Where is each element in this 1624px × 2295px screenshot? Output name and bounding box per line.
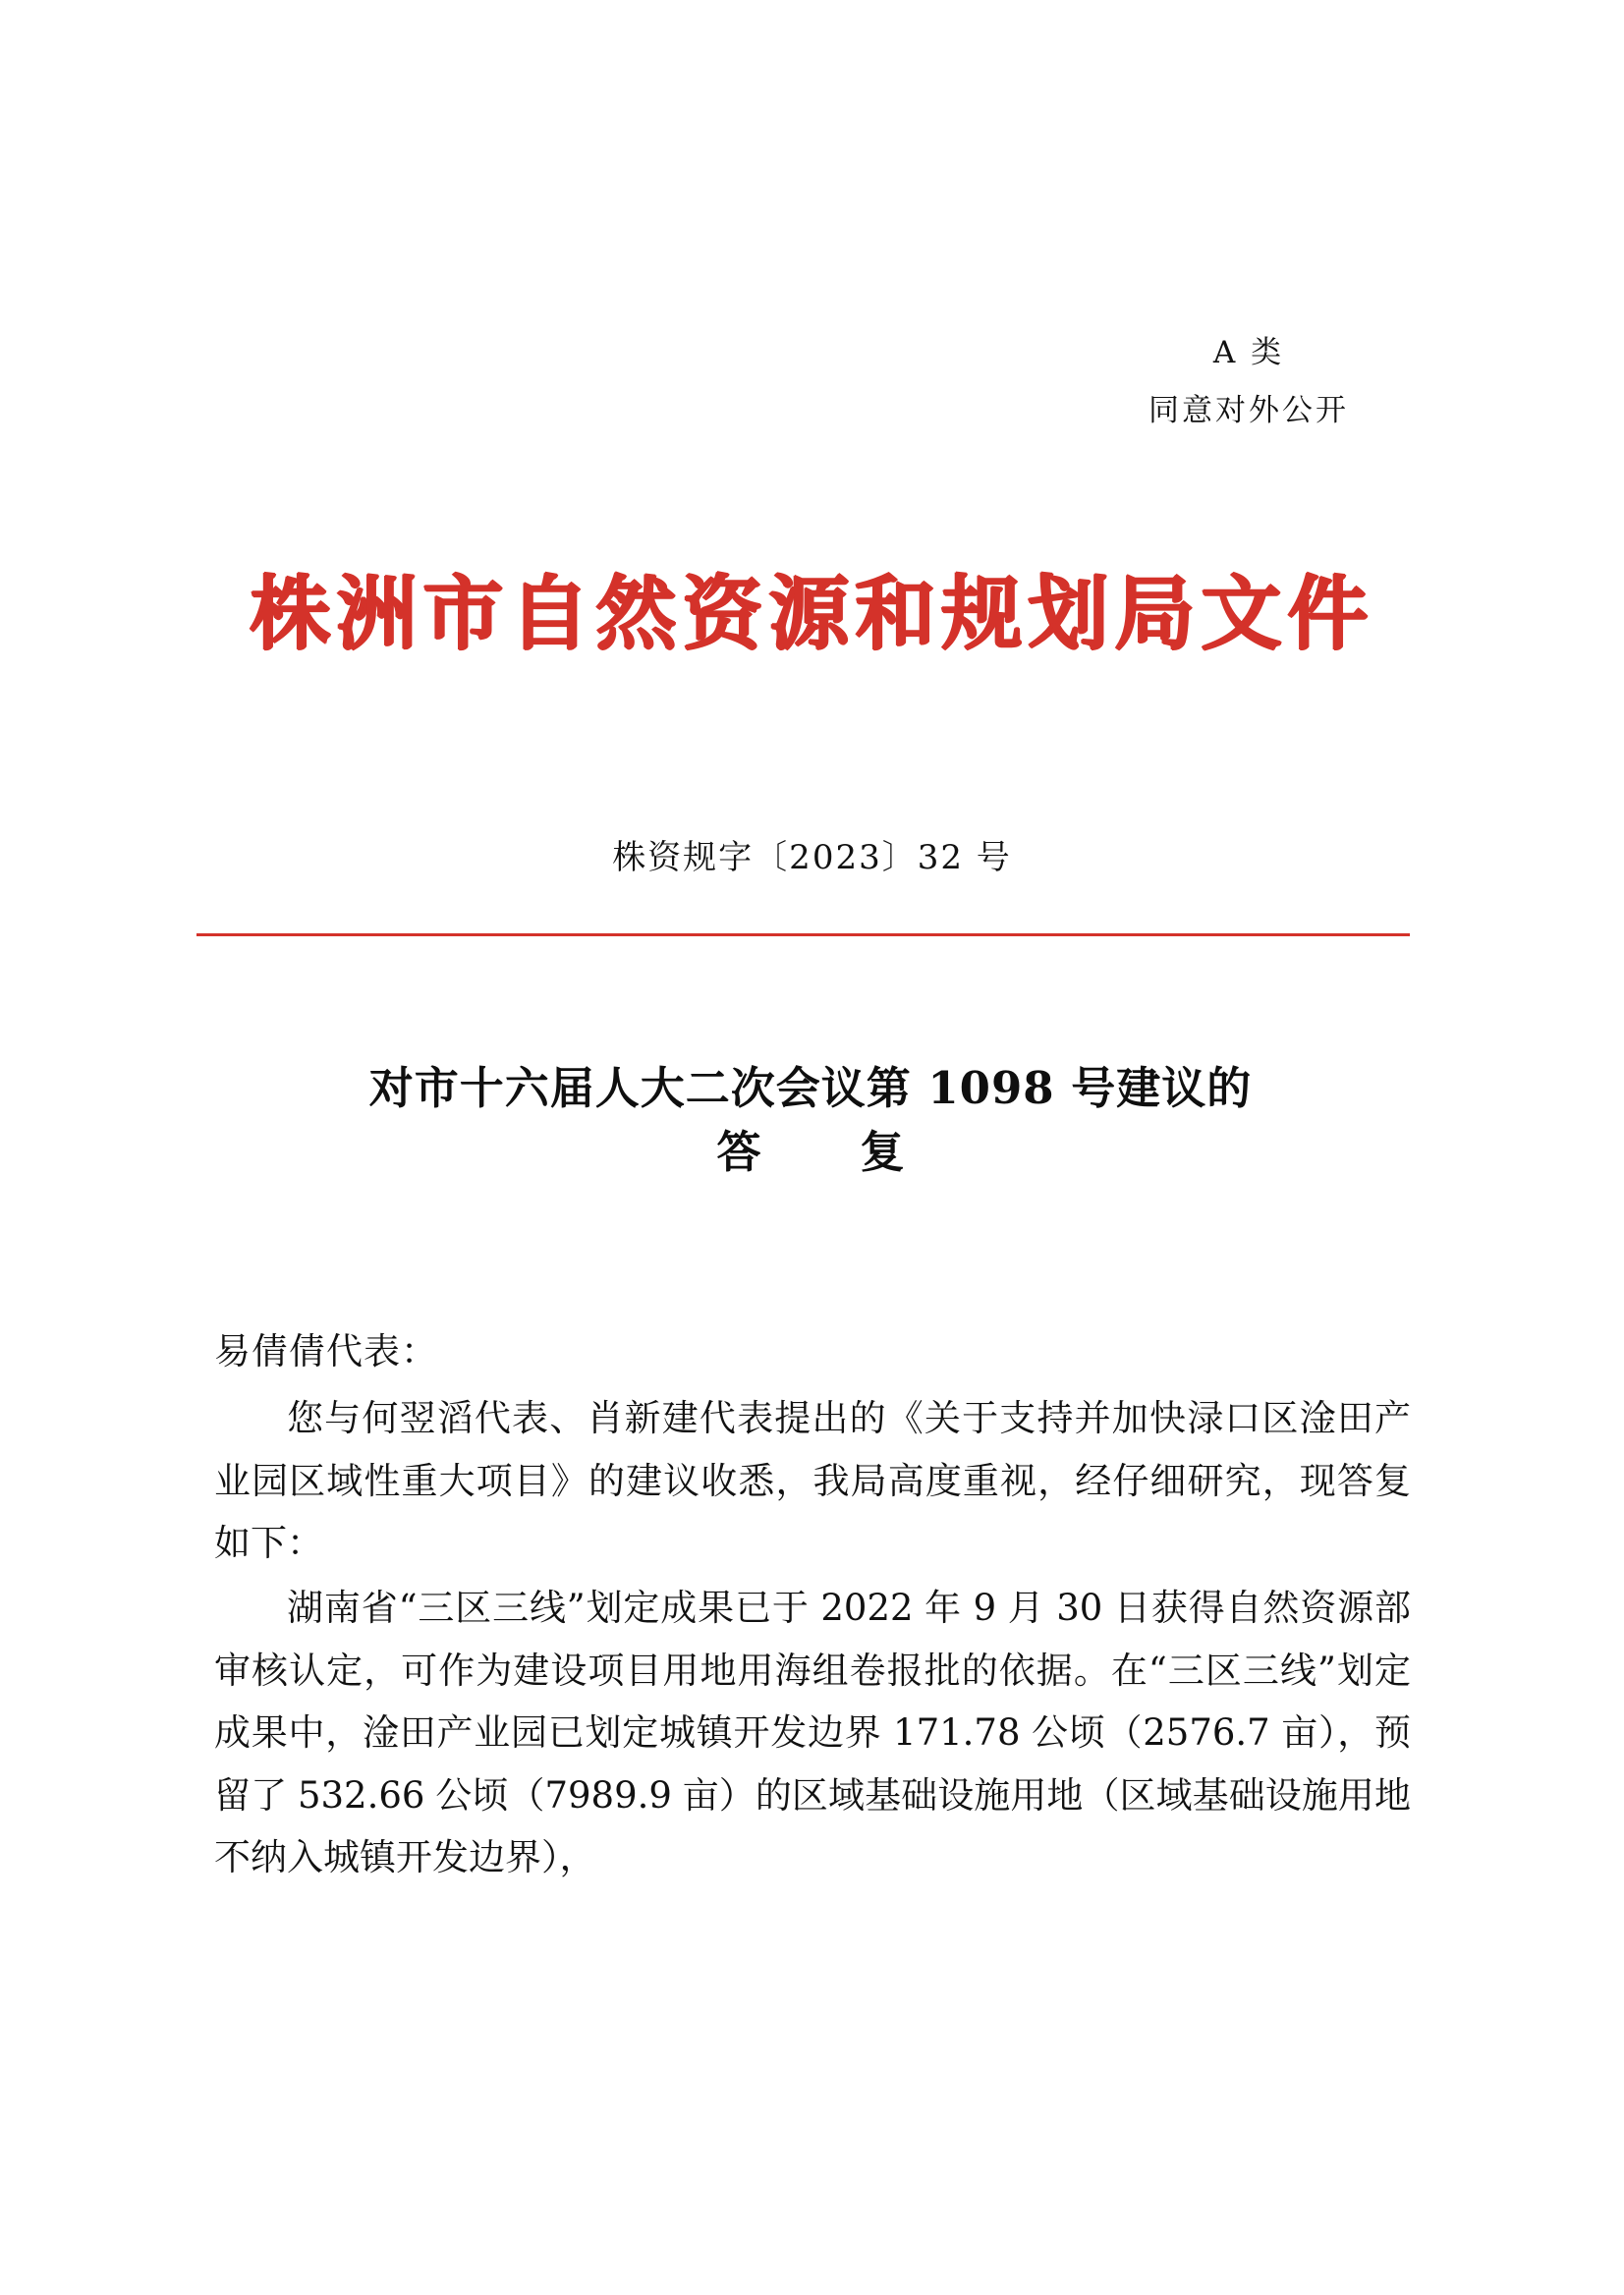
document-number: 株资规字〔2023〕32 号 (612, 838, 1012, 877)
body-paragraph: 湖南省“三区三线”划定成果已于 2022 年 9 月 30 日获得自然资源部审核认定，可作为建设项目用地用海组卷报批的依据。在“三区三线”划定成果中，淦田产业园已划定城镇开发边界 171.78 公顷（2576.7 亩），预留了 532.66 公顷（7989.9 亩）的区域基础设施用地（区域基础设施用地不纳入城镇开发边界）， (214, 1586, 1411, 1879)
classification-category: A 类 (1212, 335, 1285, 370)
classification-block (1148, 324, 1349, 440)
masthead-title: 株洲市自然资源和规划局文件 (250, 567, 1374, 661)
page-title-line-1: 对市十六届人大二次会议第 1098 号建议的 (368, 1062, 1253, 1114)
salutation: 易倩倩代表： (214, 1330, 438, 1372)
body-paragraph: 您与何翌滔代表、肖新建代表提出的《关于支持并加快渌口区淦田产业园区域性重大项目》的建议收悉，我局高度重视，经仔细研究，现答复如下： (214, 1397, 1411, 1565)
page-title-line-2: 答 复 (716, 1126, 932, 1179)
classification-disclosure: 同意对外公开 (1148, 392, 1349, 428)
body-text (214, 1387, 1411, 1891)
page-title (231, 1056, 1390, 1185)
red-horizontal-rule (196, 933, 1410, 936)
